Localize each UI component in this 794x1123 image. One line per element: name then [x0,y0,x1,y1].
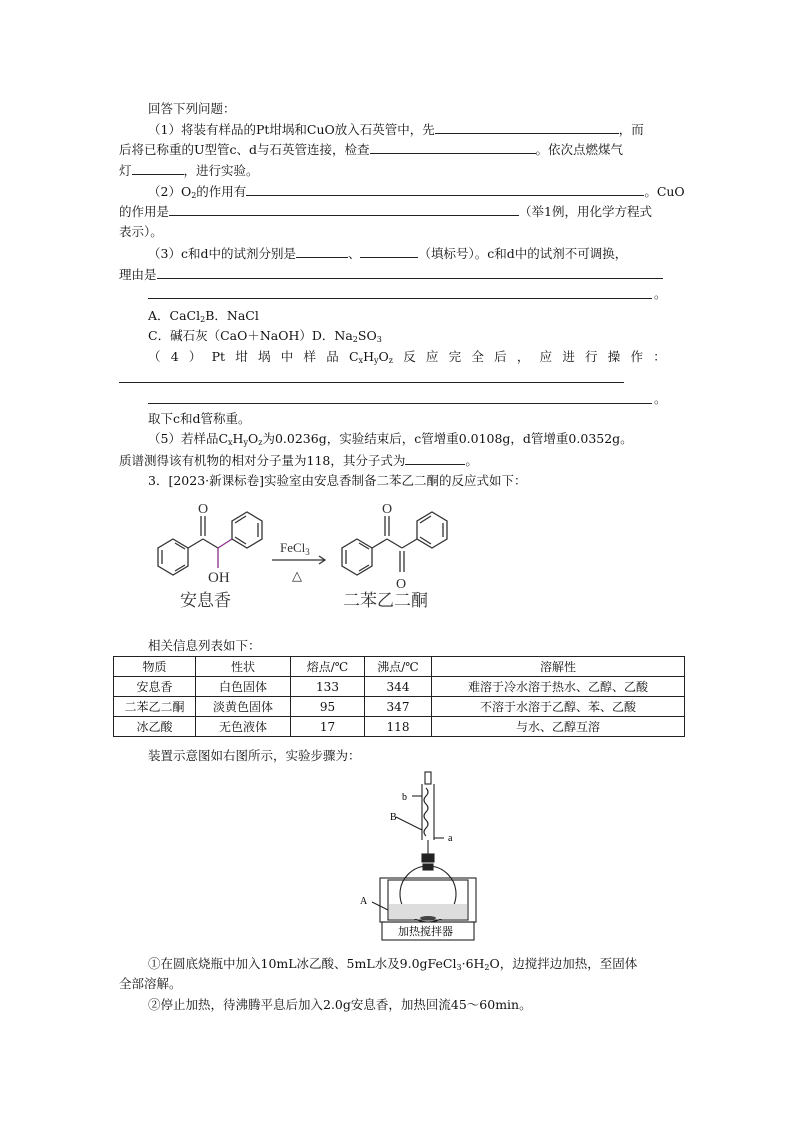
condenser-top [425,772,431,784]
condenser-coil [424,788,428,836]
q1-blank-2[interactable] [370,141,536,154]
option-d-so: SO [357,328,377,343]
step1-sub-3: 3 [456,963,462,972]
q2-sub-2: 2 [191,191,197,200]
table-cell: 安息香 [114,677,196,697]
q2-line1 [148,183,685,204]
q2-line2 [119,203,652,220]
benzil-o-top-label: O [382,502,393,517]
q5-sub-x: x [228,438,233,447]
q4-c17: 进 [562,349,575,364]
table-header: 熔点/℃ [291,657,365,677]
option-a-text: A．CaCl [148,308,201,323]
option-a-sub: 2 [200,315,206,324]
q5-sub-y: y [243,438,248,447]
q3-period: 。 [654,286,667,301]
q5-line1 [148,431,633,451]
q3-text-c: （填标号）。c和d中的试剂不可调换， [418,246,628,261]
table-cell: 不溶于水溶于乙醇、苯、乙酸 [432,697,685,717]
table-header-row [114,657,685,677]
q1-blank-1[interactable] [435,121,619,134]
q1-blank-3[interactable] [132,162,184,175]
step1-text-b: ·6H [461,956,485,971]
q1-text-b: ，而 [618,122,644,137]
q4-c15: ， [516,349,530,364]
table-row [114,697,685,717]
q4-c11: 应 [425,349,439,364]
q4-c7: 样 [303,349,317,364]
step1-text-a: ①在圆底烧瓶中加入10mL冰乙酸、5mL水及9.0gFeCl [148,956,457,971]
benzoin-name: 安息香 [180,591,231,610]
q4-c8: 品 [326,349,339,364]
reaction-scheme [140,496,460,614]
benzil-name: 二苯乙二酮 [343,591,428,610]
q4-line1 [148,349,666,369]
stirrer-label: 加热搅拌器 [398,926,453,938]
label-A: A [360,896,368,907]
q3-blank-1[interactable] [296,245,348,258]
step1-line2: 全部溶解。 [119,976,182,991]
benzil-o-bottom-label: O [396,577,407,592]
q2-text-e: （举1例，用化学方程式 [519,204,652,219]
q2-line3: 表示）。 [119,224,163,239]
question-intro: 回答下列问题： [148,101,236,116]
table-cell: 白色固体 [196,677,291,697]
q4-c1: 4 [170,349,179,364]
q5-h: H [232,431,244,446]
step2: ②停止加热，待沸腾平息后加入2.0g安息香，加热回流45～60min。 [148,997,532,1012]
label-B: B [390,812,397,823]
table-cell: 冰乙酸 [114,717,196,737]
q4-c14: 后 [494,349,507,364]
q1-text-e: 灯 [119,163,132,178]
q4-c4: 坩 [235,349,248,364]
q1-line1 [148,121,644,138]
q4-c20: 作 [630,349,644,364]
table-header: 溶解性 [432,657,685,677]
q5-text-b: 为0.0236g，实验结束后，c管增重0.0108g，d管增重0.0352g。 [262,431,633,446]
q2-blank-2[interactable] [169,203,519,216]
q4-c5: 埚 [258,349,271,364]
table-cell: 17 [291,717,365,737]
q4-c12: 完 [448,349,462,364]
q4-answer-line-2[interactable] [148,403,652,404]
q5-o: O [247,431,259,446]
table-cell: 133 [291,677,365,697]
q2-text-b: 的作用有 [196,184,247,199]
q3-blank-3[interactable] [157,266,663,279]
q4-c6: 中 [280,349,294,364]
q3-title: 3．[2023·新课标卷]实验室由安息香制备二苯乙二酮的反应式如下： [148,473,527,488]
q2-text-d: 的作用是 [119,204,170,219]
q3-line2 [119,266,663,283]
table-cell: 二苯乙二酮 [114,697,196,717]
q4-c10: 反 [403,349,416,364]
table-row [114,717,685,737]
table-intro: 相关信息列表如下： [148,638,261,653]
step1-text-c: O，边搅拌边加热，至固体 [489,956,638,971]
table-cell: 344 [365,677,432,697]
q4-c16: 应 [539,349,553,364]
table-cell: 无色液体 [196,717,291,737]
q3-answer-line[interactable] [148,298,652,299]
table-cell: 95 [291,697,365,717]
q2-blank-1[interactable] [246,183,644,196]
benzoin-oh-label: OH [208,570,230,586]
apparatus-intro: 装置示意图如右图所示，实验步骤为： [148,748,361,763]
q3-text-b: 、 [347,246,361,261]
q2-text-a: （2）O [148,184,192,199]
q4-c3: Pt [211,349,226,364]
q2-text-c: 。CuO [644,184,685,199]
options-cd [148,328,382,348]
label-a: a [448,833,453,844]
q3-blank-2[interactable] [360,245,418,258]
table-cell: 难溶于冷水溶于热水、乙醇、乙酸 [432,677,685,697]
q1-text-f: ，进行实验。 [183,163,259,178]
table-cell: 118 [365,717,432,737]
table-cell: 淡黄色固体 [196,697,291,717]
q4-c21: ： [653,349,666,364]
option-cd-text: C．碱石灰（CaO＋NaOH）D．Na [148,328,353,343]
table-cell: 与水、乙醇互溶 [432,717,685,737]
q3-text-d: 理由是 [119,267,157,282]
q5-text-a: （5）若样品C [148,431,229,446]
properties-table [113,656,685,737]
option-d-sub1: 2 [352,335,358,344]
q4-period: 。 [654,391,667,406]
benzoin-o-label: O [198,502,209,517]
q5-text-d: 。 [465,453,478,468]
label-b: b [402,792,407,803]
reagent-label: FeCl$_3$ [280,540,310,557]
q4-c0: （ [148,349,161,364]
table-header: 性状 [196,657,291,677]
table-row [114,677,685,697]
q1-text-c: 后将已称重的U型管c、d与石英管连接，检查 [119,142,370,157]
step1-sub-2: 2 [484,963,490,972]
q5-line2 [119,452,478,469]
q3-line1 [148,245,627,262]
q4-c18: 行 [585,349,598,364]
q5-text-c: 质谱测得该有机物的相对分子量为118，其分子式为 [119,453,406,468]
option-d-sub2: 3 [376,335,382,344]
options-ab [148,308,259,328]
q5-blank[interactable] [405,452,465,465]
q4-c13: 全 [471,349,484,364]
q4-answer-line-1[interactable] [119,382,624,383]
q4-formula: $C_xH_yO_z$ [348,349,393,365]
step1-line1 [148,956,637,976]
table-header: 沸点/℃ [365,657,432,677]
apparatus-diagram [352,768,482,944]
q3-text-a: （3）c和d中的试剂分别是 [148,246,296,261]
q1-text-a: （1）将装有样品的Pt坩埚和CuO放入石英管中，先 [148,122,435,137]
q4-next: 取下c和d管称重。 [148,411,251,426]
table-header: 物质 [114,657,196,677]
table-cell: 347 [365,697,432,717]
heat-symbol: △ [292,568,302,583]
q4-c2: ） [188,349,202,364]
q1-line3 [119,162,259,179]
option-b-text: B．NaCl [205,308,259,323]
q4-c19: 操 [607,349,621,364]
q5-sub-z: z [258,438,263,447]
q1-line2 [119,141,623,158]
q1-text-d: 。依次点燃煤气 [535,142,624,157]
